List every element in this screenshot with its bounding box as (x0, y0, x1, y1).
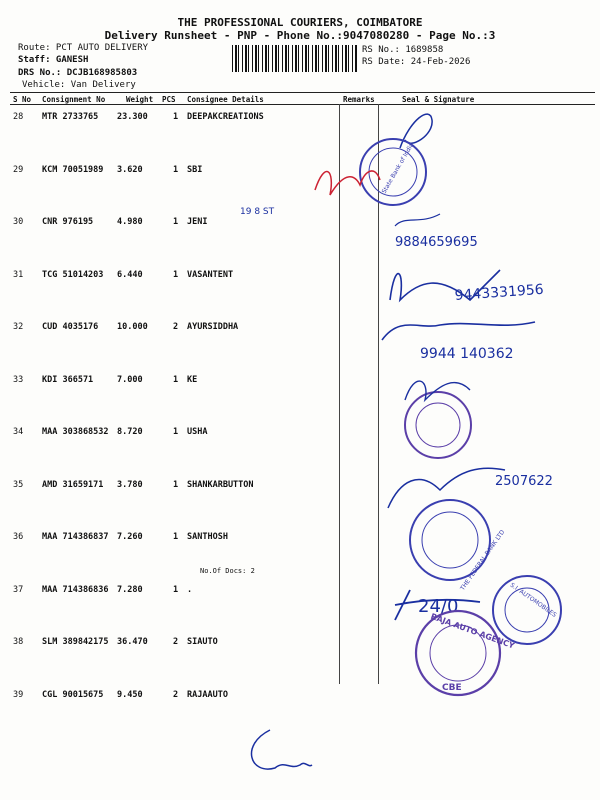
cell-sno: 36 (13, 532, 24, 542)
col-seal: Seal & Signature (402, 95, 475, 104)
cell-sno: 37 (13, 584, 24, 595)
col-sno: S No (13, 95, 32, 104)
runsheet-subtitle: Delivery Runsheet - PNP - Phone No.:9047080280 - Page No.:3 (104, 29, 496, 42)
signature-row33 (405, 381, 470, 400)
col-pcs: PCS (162, 95, 176, 104)
cell-consignee: VASANTENT (187, 269, 234, 280)
cell-sno: 39 (13, 689, 24, 700)
cell-weight: 9.450 (117, 689, 143, 700)
cell-consignment: CNR 976195 (42, 217, 94, 227)
cell-pcs: 2 (173, 637, 179, 647)
cell-sno: 34 (13, 427, 24, 437)
staff-info: Staff: GANESH (18, 55, 89, 65)
cell-consignee: . (187, 584, 193, 595)
cell-weight: 23.300 (117, 112, 148, 122)
cell-weight: 3.780 (117, 479, 143, 490)
cell-consignee: AYURSIDDHA (187, 322, 239, 332)
docs-count-note: No.Of Docs: 2 (200, 567, 255, 575)
rs-date: RS Date: 24-Feb-2026 (362, 57, 471, 67)
cell-pcs: 1 (173, 532, 179, 542)
vehicle-info: Vehicle: Van Delivery (22, 80, 136, 90)
cell-consignment: TCG 51014203 (42, 269, 104, 280)
handwritten-phone-row35: 2507622 (495, 474, 553, 489)
cell-pcs: 2 (173, 322, 179, 332)
col-consignment: Consignment No (42, 95, 106, 104)
cell-consignee: SIAUTO (187, 637, 218, 647)
cell-weight: 7.000 (117, 374, 143, 385)
handwritten-phone-row32: 9944 140362 (420, 346, 514, 362)
cell-pcs: 1 (173, 164, 179, 175)
signature-row28 (400, 114, 432, 148)
sbi-stamp-text: State Bank of India (380, 141, 416, 195)
cell-pcs: 1 (173, 217, 179, 227)
cell-consignee: RAJAAUTO (187, 689, 228, 700)
company-title: THE PROFESSIONAL COURIERS, COIMBATORE (177, 16, 423, 29)
raja-stamp-city: CBE (442, 683, 462, 693)
cell-sno: 31 (13, 269, 24, 280)
cell-pcs: 1 (173, 374, 179, 385)
cell-weight: 3.620 (117, 164, 143, 175)
cell-sno: 29 (13, 164, 24, 175)
cell-consignment: MAA 714386837 (42, 532, 109, 542)
cell-pcs: 1 (173, 269, 179, 280)
handwritten-date-row38: 24/0 (418, 596, 459, 617)
cell-consignee: SBI (187, 164, 203, 175)
cell-consignment: CGL 90015675 (42, 689, 104, 700)
route-info: Route: PCT AUTO DELIVERY (18, 43, 149, 53)
cell-consignee: DEEPAKCREATIONS (187, 112, 264, 122)
cell-weight: 7.280 (117, 584, 143, 595)
cell-consignee: SANTHOSH (187, 532, 228, 542)
cell-weight: 6.440 (117, 269, 143, 280)
bottom-signature (251, 730, 312, 769)
cell-weight: 36.470 (117, 637, 148, 647)
handwritten-row30-note: 19 8 ST (240, 207, 275, 217)
cell-pcs: 2 (173, 689, 179, 700)
col-remarks: Remarks (343, 95, 375, 104)
cell-sno: 28 (13, 112, 24, 122)
cell-weight: 7.260 (117, 532, 143, 542)
cell-consignment: MAA 714386836 (42, 584, 109, 595)
purple-stamp-row34 (405, 392, 471, 458)
drs-info: DRS No.: DCJB168985803 (18, 68, 138, 78)
raja-stamp-text: RAJA AUTO AGENCY (429, 611, 516, 651)
cell-weight: 10.000 (117, 322, 148, 332)
col-consignee: Consignee Details (187, 95, 264, 104)
signature-row29 (315, 171, 380, 195)
cell-sno: 35 (13, 479, 24, 490)
cell-consignment: AMD 31659171 (42, 479, 104, 490)
cell-consignment: CUD 4035176 (42, 322, 99, 332)
cell-consignment: MAA 303868532 (42, 427, 109, 437)
cell-consignment: SLM 389842175 (42, 637, 109, 647)
rs-number: RS No.: 1689858 (362, 45, 444, 55)
cell-consignee: SHANKARBUTTON (187, 479, 254, 490)
signature-row30 (395, 214, 440, 226)
cell-pcs: 1 (173, 427, 179, 437)
si-automobiles-text: S.I. AUTOMOBILES (508, 581, 558, 619)
cell-consignee: JENI (187, 217, 208, 227)
cell-consignment: KDI 366571 (42, 374, 94, 385)
cell-consignment: KCM 70051989 (42, 164, 104, 175)
cell-sno: 38 (13, 637, 24, 647)
handwritten-phone-row30: 9884659695 (395, 235, 478, 250)
cell-weight: 8.720 (117, 427, 143, 437)
cell-pcs: 1 (173, 584, 179, 595)
federal-stamp-text: THE FEDERAL BANK LTD (459, 528, 507, 592)
handwritten-phone-row31: 9443331956 (454, 281, 545, 304)
signature-row32 (382, 322, 535, 340)
cell-sno: 30 (13, 217, 24, 227)
cell-consignment: MTR 2733765 (42, 112, 99, 122)
cell-sno: 33 (13, 374, 24, 385)
cell-pcs: 1 (173, 112, 179, 122)
cell-weight: 4.980 (117, 217, 143, 227)
cell-consignee: KE (187, 374, 198, 385)
cell-pcs: 1 (173, 479, 179, 490)
signature-row35 (388, 468, 505, 508)
cell-sno: 32 (13, 322, 24, 332)
col-weight: Weight (126, 95, 154, 104)
cell-consignee: USHA (187, 427, 208, 437)
